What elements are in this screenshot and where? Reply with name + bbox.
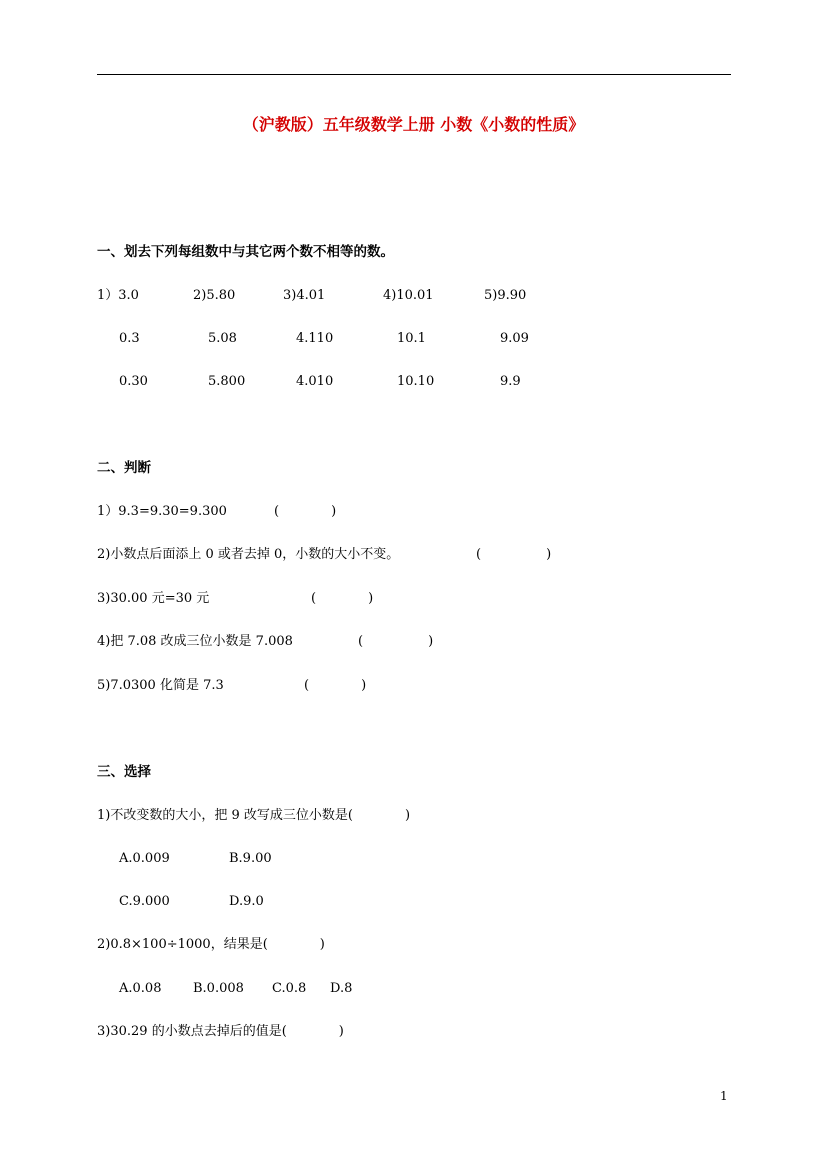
s1-row1-col4: 4)10.01 [383, 288, 434, 303]
choice-q1: 1)不改变数的大小，把 9 改写成三位小数是( ) [97, 808, 411, 823]
s1-row3-col3: 4.010 [296, 374, 334, 389]
s1-row2-col4: 10.1 [397, 331, 426, 346]
choice-q2-option-d[interactable]: D.8 [330, 981, 353, 996]
section1-heading: 一、划去下列每组数中与其它两个数不相等的数。 [97, 244, 394, 260]
choice-q1-option-c[interactable]: C.9.000 [119, 894, 170, 909]
judge-item-5-blank[interactable]: ( ) [304, 678, 367, 693]
choice-q3: 3)30.29 的小数点去掉后的值是( ) [97, 1024, 344, 1039]
judge-item-3-text: 3)30.00 元=30 元 [97, 591, 210, 606]
page-title: （沪教版）五年级数学上册 小数《小数的性质》 [242, 115, 585, 134]
s1-row3-col4: 10.10 [397, 374, 435, 389]
judge-item-1-text: 1）9.3=9.30=9.300 [97, 504, 227, 519]
s1-row1-col2: 2)5.80 [193, 288, 236, 303]
section3-heading: 三、选择 [97, 764, 151, 780]
judge-item-2-blank[interactable]: ( ) [476, 547, 552, 562]
s1-row2-col5: 9.09 [500, 331, 529, 346]
judge-item-5-text: 5)7.0300 化简是 7.3 [97, 678, 224, 693]
choice-q2: 2)0.8×100÷1000，结果是( ) [97, 937, 325, 952]
judge-item-2-text: 2)小数点后面添上 0 或者去掉 0，小数的大小不变。 [97, 547, 400, 562]
judge-item-4-blank[interactable]: ( ) [358, 634, 434, 649]
s1-row2-col2: 5.08 [208, 331, 237, 346]
choice-q2-option-a[interactable]: A.0.08 [119, 981, 162, 996]
choice-q1-option-a[interactable]: A.0.009 [119, 851, 170, 866]
s1-row2-col1: 0.3 [119, 331, 140, 346]
s1-row3-col2: 5.800 [208, 374, 246, 389]
choice-q2-option-b[interactable]: B.0.008 [193, 981, 244, 996]
judge-item-3-blank[interactable]: ( ) [311, 591, 374, 606]
judge-item-1-blank[interactable]: ( ) [274, 504, 337, 519]
choice-q1-option-d[interactable]: D.9.0 [229, 894, 264, 909]
header-rule [97, 74, 731, 75]
s1-row2-col3: 4.110 [296, 331, 334, 346]
s1-row3-col5: 9.9 [500, 374, 521, 389]
s1-row3-col1: 0.30 [119, 374, 148, 389]
page-number: 1 [720, 1089, 728, 1103]
judge-item-4-text: 4)把 7.08 改成三位小数是 7.008 [97, 634, 293, 649]
choice-q1-option-b[interactable]: B.9.00 [229, 851, 272, 866]
choice-q2-option-c[interactable]: C.0.8 [272, 981, 307, 996]
section2-heading: 二、判断 [97, 460, 151, 476]
s1-row1-col5: 5)9.90 [484, 288, 527, 303]
s1-row1-col3: 3)4.01 [283, 288, 326, 303]
s1-row1-col1: 1）3.0 [97, 288, 139, 303]
